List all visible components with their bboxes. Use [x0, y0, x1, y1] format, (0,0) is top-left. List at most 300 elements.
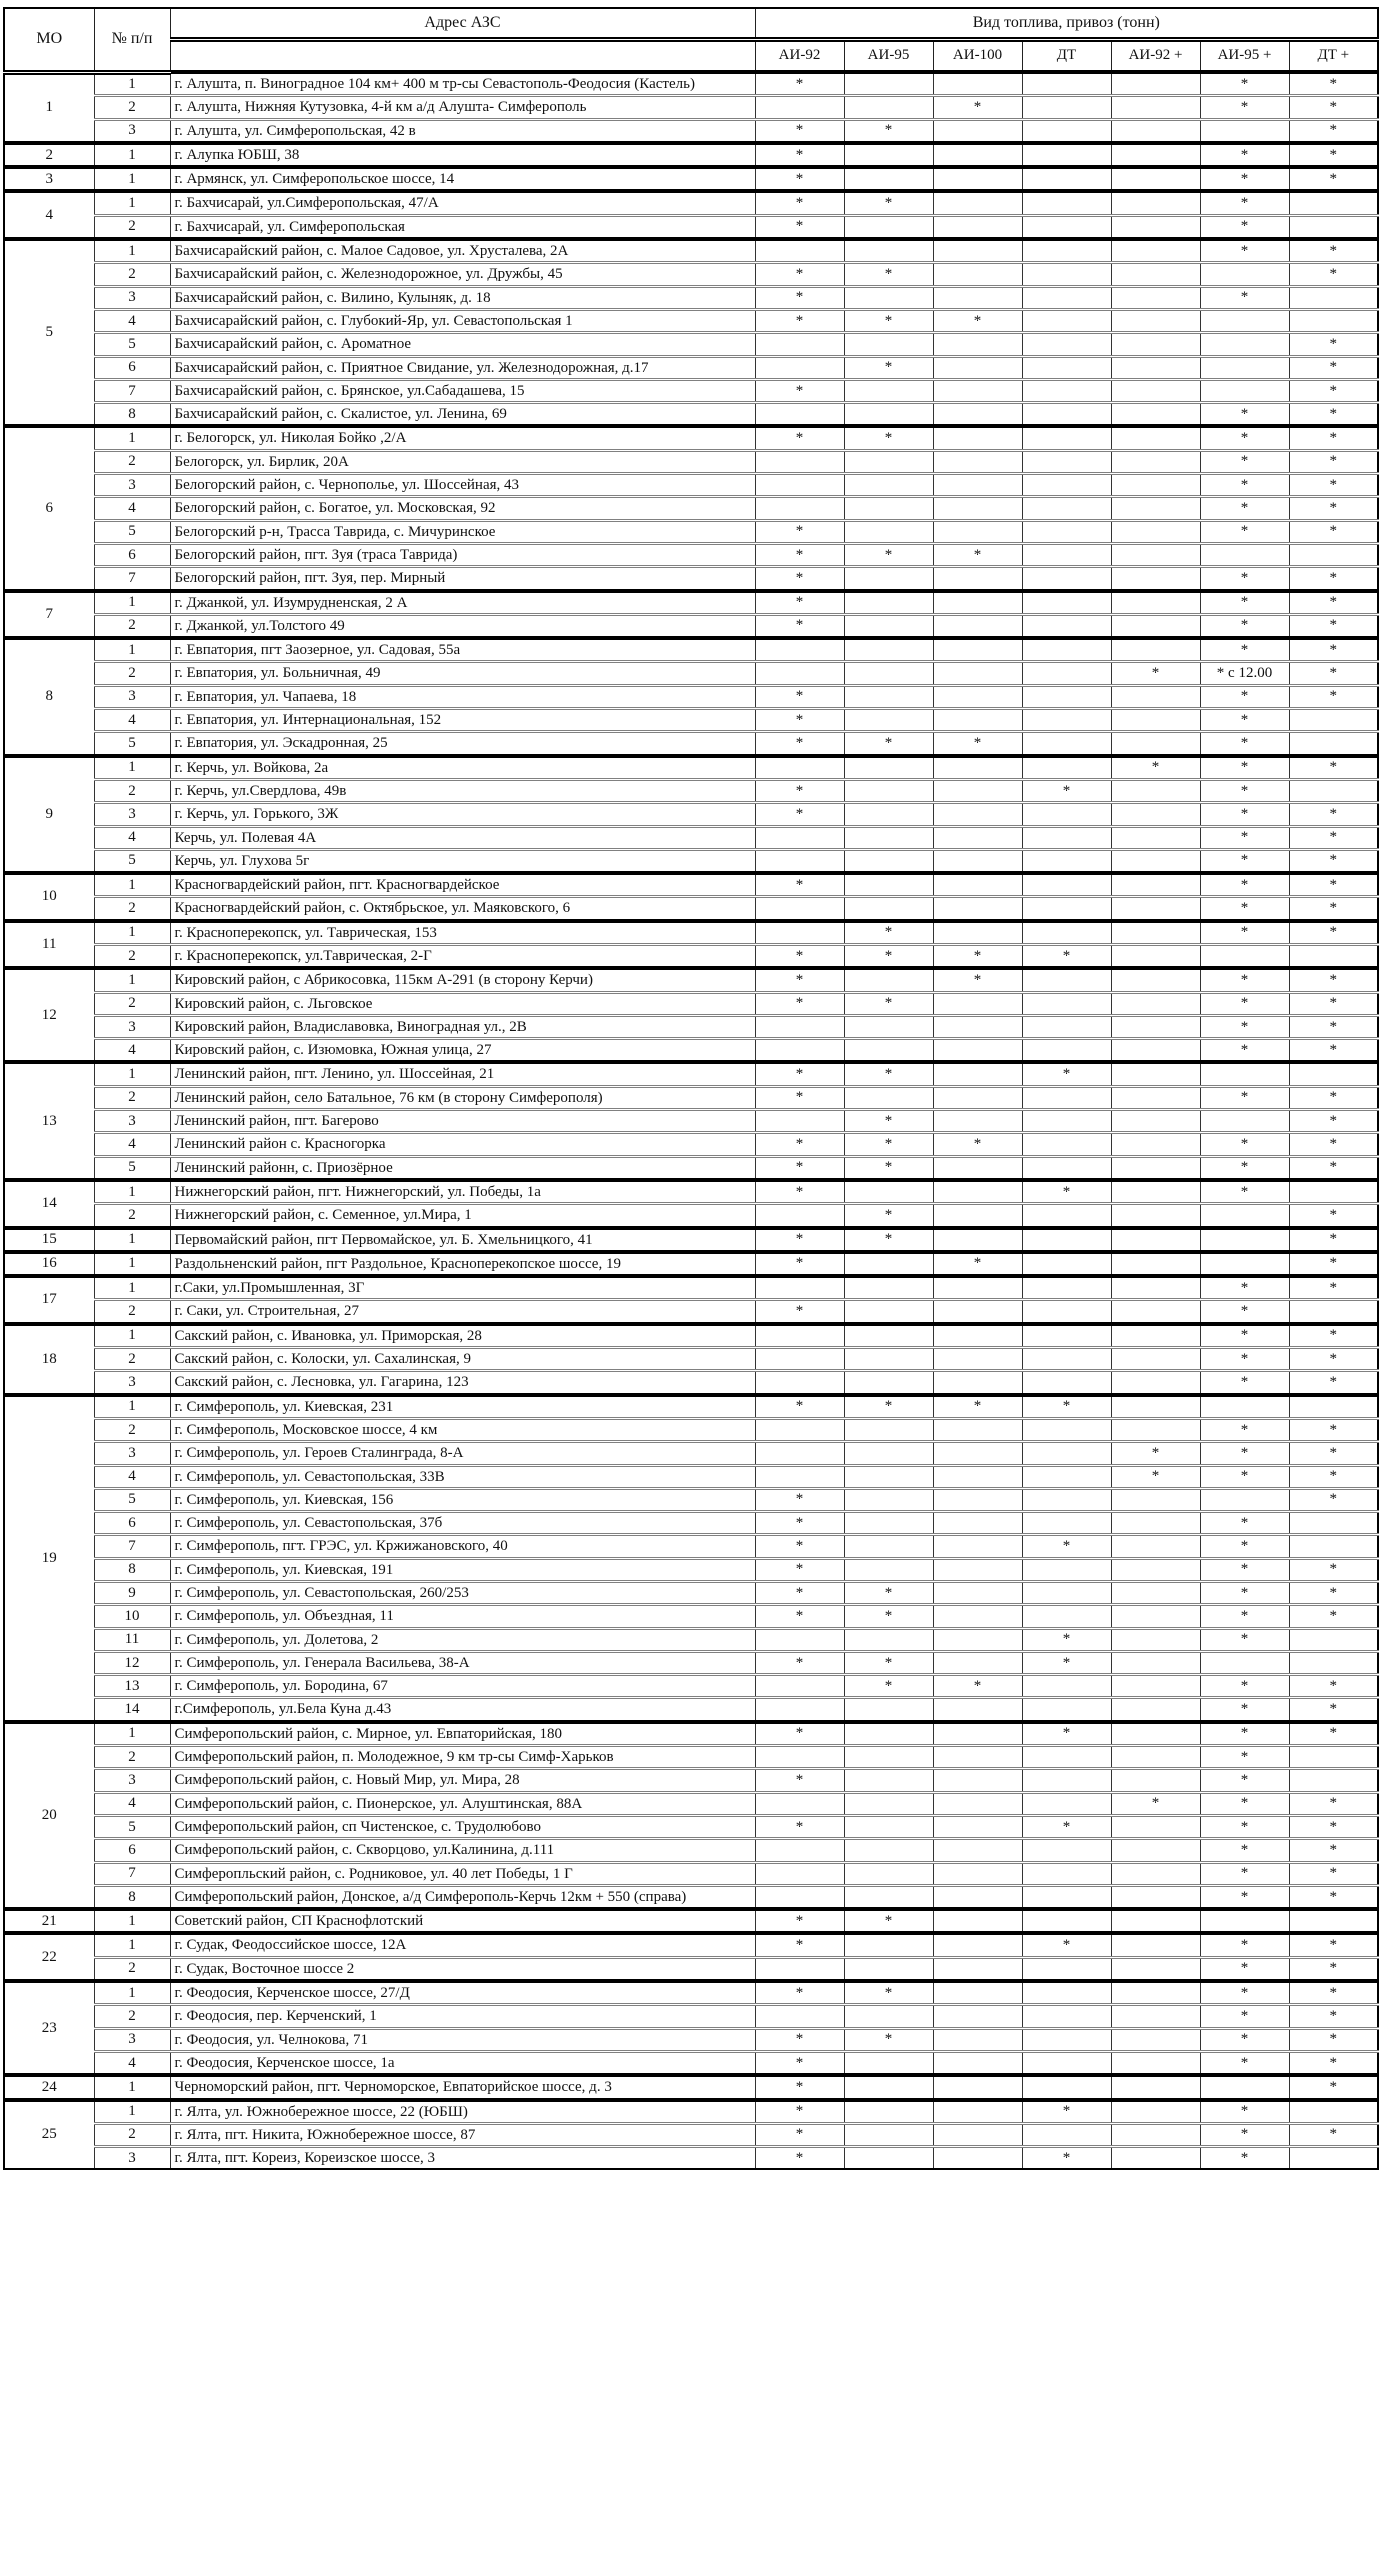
fuel-mark-ai-92: *: [755, 119, 844, 143]
station-row: [4, 2028, 1378, 2051]
fuel-mark-dt-plus: *: [1289, 1722, 1378, 1746]
fuel-mark-dt-plus: *: [1289, 263, 1378, 286]
fuel-mark-ai-95-plus: *: [1200, 1418, 1289, 1441]
station-serial-number: 4: [94, 1465, 170, 1488]
fuel-mark-ai-92: [755, 1465, 844, 1488]
fuel-mark-ai-95-plus: *: [1200, 992, 1289, 1015]
station-serial-number: 4: [94, 497, 170, 520]
fuel-mark-dt-plus: *: [1289, 1276, 1378, 1300]
fuel-mark-ai-95: *: [844, 543, 933, 566]
station-address: Симферопольский район, с. Мирное, ул. Евпаторийская, 180: [170, 1722, 755, 1746]
fuel-mark-ai-92: *: [755, 873, 844, 897]
fuel-mark-ai-92-plus: [1111, 803, 1200, 826]
fuel-mark-ai-100: [933, 1957, 1022, 1981]
station-serial-number: 4: [94, 2051, 170, 2075]
fuel-mark-dt: *: [1022, 2147, 1111, 2170]
station-address: г. Ялта, пгт. Кореиз, Кореизское шоссе, 3: [170, 2147, 755, 2170]
station-address: г. Красноперекопск, ул. Таврическая, 153: [170, 921, 755, 945]
fuel-mark-ai-95-plus: *: [1200, 239, 1289, 263]
fuel-mark-ai-95: [844, 1839, 933, 1862]
station-serial-number: 6: [94, 1512, 170, 1535]
fuel-mark-ai-95-plus: *: [1200, 167, 1289, 191]
station-serial-number: 2: [94, 1418, 170, 1441]
fuel-mark-ai-100: [933, 1909, 1022, 1933]
fuel-mark-ai-92: [755, 1675, 844, 1698]
fuel-mark-dt: [1022, 756, 1111, 780]
station-address: г. Евпатория, ул. Больничная, 49: [170, 662, 755, 685]
fuel-mark-dt: [1022, 992, 1111, 1015]
fuel-mark-ai-92: [755, 826, 844, 849]
fuel-mark-ai-92: [755, 1204, 844, 1228]
station-row: [4, 897, 1378, 921]
fuel-mark-dt: [1022, 662, 1111, 685]
fuel-mark-ai-92-plus: [1111, 309, 1200, 332]
fuel-mark-ai-95-plus: *: [1200, 1605, 1289, 1628]
col-header-dt-plus: ДТ +: [1289, 39, 1378, 72]
station-address: Нижнегорский район, с. Семенное, ул.Мира, 1: [170, 1204, 755, 1228]
station-row: [4, 1933, 1378, 1957]
station-serial-number: 3: [94, 286, 170, 309]
station-address: Сакский район, с. Ивановка, ул. Приморская, 28: [170, 1324, 755, 1348]
station-row: [4, 1981, 1378, 2005]
table-body: [4, 72, 1378, 2169]
fuel-mark-ai-95-plus: [1200, 1395, 1289, 1419]
fuel-mark-ai-95-plus: [1200, 119, 1289, 143]
fuel-mark-ai-92-plus: [1111, 167, 1200, 191]
fuel-mark-ai-95: *: [844, 944, 933, 968]
station-serial-number: 3: [94, 2147, 170, 2170]
fuel-mark-ai-92: *: [755, 2075, 844, 2099]
fuel-mark-ai-100: [933, 1769, 1022, 1792]
fuel-mark-ai-95: [844, 1535, 933, 1558]
station-serial-number: 3: [94, 2028, 170, 2051]
header-row-top: [4, 8, 1378, 39]
station-row: [4, 756, 1378, 780]
station-serial-number: 2: [94, 1746, 170, 1769]
station-serial-number: 1: [94, 1062, 170, 1086]
fuel-mark-ai-100: [933, 2051, 1022, 2075]
station-serial-number: 1: [94, 1933, 170, 1957]
fuel-mark-ai-95: *: [844, 191, 933, 215]
station-address: Ленинский район, пгт. Багерово: [170, 1110, 755, 1133]
fuel-mark-dt-plus: *: [1289, 826, 1378, 849]
station-row: [4, 450, 1378, 473]
station-serial-number: 8: [94, 403, 170, 427]
fuel-mark-ai-92-plus: [1111, 2123, 1200, 2146]
col-header-mo: МО: [4, 8, 94, 72]
fuel-mark-dt: [1022, 709, 1111, 732]
fuel-mark-dt: [1022, 1698, 1111, 1722]
fuel-mark-ai-92: *: [755, 215, 844, 239]
station-serial-number: 1: [94, 143, 170, 167]
fuel-mark-ai-95: [844, 474, 933, 497]
fuel-mark-ai-100: [933, 685, 1022, 708]
station-serial-number: 1: [94, 1324, 170, 1348]
fuel-mark-dt-plus: [1289, 1395, 1378, 1419]
station-serial-number: 3: [94, 1371, 170, 1395]
station-row: [4, 1558, 1378, 1581]
station-address: г. Симферополь, ул. Севастопольская, 260/253: [170, 1582, 755, 1605]
station-serial-number: 11: [94, 1628, 170, 1651]
fuel-mark-ai-100: *: [933, 1395, 1022, 1419]
fuel-mark-ai-95-plus: *: [1200, 1582, 1289, 1605]
station-serial-number: 1: [94, 1276, 170, 1300]
station-row: [4, 1909, 1378, 1933]
fuel-mark-dt: [1022, 1252, 1111, 1276]
fuel-mark-ai-92: [755, 1957, 844, 1981]
fuel-mark-ai-95: [844, 591, 933, 615]
fuel-mark-ai-92: [755, 239, 844, 263]
fuel-mark-ai-95-plus: *: [1200, 1442, 1289, 1465]
col-header-fuel-group: Вид топлива, привоз (тонн): [755, 8, 1378, 39]
fuel-mark-dt: [1022, 873, 1111, 897]
fuel-mark-dt-plus: [1289, 2147, 1378, 2170]
fuel-mark-ai-100: [933, 1418, 1022, 1441]
fuel-mark-ai-92-plus: [1111, 1957, 1200, 1981]
station-row: [4, 191, 1378, 215]
fuel-mark-ai-92-plus: [1111, 1582, 1200, 1605]
fuel-mark-ai-95: [844, 1746, 933, 1769]
station-row: [4, 2051, 1378, 2075]
fuel-mark-dt-plus: *: [1289, 662, 1378, 685]
station-row: [4, 356, 1378, 379]
station-address: Белогорский район, с. Чернополье, ул. Шоссейная, 43: [170, 474, 755, 497]
fuel-mark-ai-92-plus: [1111, 1651, 1200, 1674]
fuel-mark-dt-plus: *: [1289, 119, 1378, 143]
fuel-mark-ai-95-plus: *: [1200, 2005, 1289, 2028]
fuel-mark-ai-100: [933, 474, 1022, 497]
fuel-mark-ai-100: [933, 1442, 1022, 1465]
fuel-mark-ai-92-plus: [1111, 72, 1200, 96]
col-header-num: № п/п: [94, 8, 170, 72]
fuel-mark-ai-92-plus: [1111, 1675, 1200, 1698]
fuel-mark-ai-95: [844, 403, 933, 427]
fuel-mark-ai-95: [844, 638, 933, 662]
fuel-mark-ai-92-plus: [1111, 333, 1200, 356]
fuel-mark-ai-95-plus: *: [1200, 1628, 1289, 1651]
station-address: Красногвардейский район, пгт. Красногвардейское: [170, 873, 755, 897]
fuel-mark-dt: [1022, 567, 1111, 591]
fuel-mark-dt-plus: *: [1289, 1698, 1378, 1722]
fuel-mark-ai-100: [933, 167, 1022, 191]
fuel-mark-ai-100: [933, 1651, 1022, 1674]
fuel-mark-ai-92: *: [755, 709, 844, 732]
station-row: [4, 474, 1378, 497]
fuel-mark-ai-95-plus: [1200, 1204, 1289, 1228]
station-row: [4, 2075, 1378, 2099]
fuel-mark-dt: [1022, 96, 1111, 119]
fuel-mark-ai-95: [844, 2147, 933, 2170]
fuel-mark-ai-92: [755, 1110, 844, 1133]
fuel-mark-ai-92: *: [755, 2100, 844, 2124]
fuel-mark-ai-92: [755, 1839, 844, 1862]
fuel-mark-dt-plus: *: [1289, 1086, 1378, 1109]
fuel-mark-dt: [1022, 2051, 1111, 2075]
fuel-mark-ai-100: [933, 1628, 1022, 1651]
station-serial-number: 1: [94, 1228, 170, 1252]
station-serial-number: 3: [94, 119, 170, 143]
fuel-mark-ai-92: [755, 1862, 844, 1885]
fuel-mark-ai-95-plus: *: [1200, 732, 1289, 756]
fuel-mark-ai-92-plus: [1111, 215, 1200, 239]
fuel-mark-ai-92: *: [755, 426, 844, 450]
fuel-mark-dt: *: [1022, 1395, 1111, 1419]
fuel-mark-ai-95: [844, 1885, 933, 1909]
fuel-mark-ai-95: *: [844, 1981, 933, 2005]
mo-number: 18: [4, 1324, 94, 1395]
fuel-mark-ai-100: [933, 1228, 1022, 1252]
fuel-mark-ai-100: [933, 756, 1022, 780]
fuel-mark-dt-plus: *: [1289, 1675, 1378, 1698]
fuel-mark-dt: [1022, 1488, 1111, 1511]
fuel-mark-ai-92: [755, 1628, 844, 1651]
fuel-mark-ai-95: [844, 1512, 933, 1535]
fuel-mark-ai-100: [933, 215, 1022, 239]
fuel-mark-ai-92-plus: [1111, 1015, 1200, 1038]
mo-number: 8: [4, 638, 94, 755]
fuel-mark-ai-95: *: [844, 426, 933, 450]
station-serial-number: 1: [94, 921, 170, 945]
fuel-mark-ai-95-plus: *: [1200, 403, 1289, 427]
station-address: Белогорский район, пгт. Зуя, пер. Мирный: [170, 567, 755, 591]
fuel-mark-ai-92-plus: [1111, 2147, 1200, 2170]
fuel-mark-ai-95: *: [844, 1582, 933, 1605]
station-address: г. Евпатория, ул. Чапаева, 18: [170, 685, 755, 708]
fuel-mark-ai-92: [755, 1348, 844, 1371]
fuel-mark-ai-92: [755, 662, 844, 685]
fuel-mark-ai-92-plus: *: [1111, 1465, 1200, 1488]
station-row: [4, 1110, 1378, 1133]
fuel-mark-ai-95-plus: *: [1200, 1722, 1289, 1746]
fuel-mark-dt: [1022, 333, 1111, 356]
fuel-mark-ai-95: [844, 968, 933, 992]
fuel-mark-ai-95-plus: *: [1200, 567, 1289, 591]
station-row: [4, 567, 1378, 591]
fuel-mark-ai-92: *: [755, 1252, 844, 1276]
fuel-mark-dt: [1022, 638, 1111, 662]
fuel-mark-ai-95: [844, 1276, 933, 1300]
fuel-mark-dt: [1022, 1442, 1111, 1465]
fuel-mark-dt: [1022, 1086, 1111, 1109]
fuel-mark-ai-95-plus: *: [1200, 803, 1289, 826]
station-address: г. Симферополь, ул. Долетова, 2: [170, 1628, 755, 1651]
fuel-mark-ai-95-plus: *: [1200, 1512, 1289, 1535]
fuel-mark-dt-plus: *: [1289, 1015, 1378, 1038]
station-address: г. Симферополь, пгт. ГРЭС, ул. Кржижановского, 40: [170, 1535, 755, 1558]
fuel-mark-ai-95-plus: *: [1200, 2100, 1289, 2124]
fuel-mark-ai-95: *: [844, 1651, 933, 1674]
fuel-mark-dt: [1022, 1039, 1111, 1063]
fuel-mark-ai-92-plus: [1111, 638, 1200, 662]
station-row: [4, 2100, 1378, 2124]
fuel-mark-dt: [1022, 1769, 1111, 1792]
fuel-mark-dt-plus: *: [1289, 1957, 1378, 1981]
station-serial-number: 1: [94, 1722, 170, 1746]
station-serial-number: 2: [94, 450, 170, 473]
station-row: [4, 497, 1378, 520]
fuel-mark-ai-95: *: [844, 1395, 933, 1419]
fuel-mark-dt-plus: [1289, 709, 1378, 732]
station-address: Керчь, ул. Полевая 4А: [170, 826, 755, 849]
station-row: [4, 426, 1378, 450]
station-row: [4, 1815, 1378, 1838]
station-address: г. Джанкой, ул.Толстого 49: [170, 614, 755, 638]
station-address: г. Саки, ул. Строительная, 27: [170, 1300, 755, 1324]
fuel-mark-dt: [1022, 849, 1111, 873]
station-row: [4, 1628, 1378, 1651]
fuel-mark-ai-95-plus: *: [1200, 1675, 1289, 1698]
station-serial-number: 2: [94, 897, 170, 921]
fuel-mark-ai-95-plus: *: [1200, 2147, 1289, 2170]
fuel-mark-dt: *: [1022, 1933, 1111, 1957]
station-address: Симферопольский район, с. Новый Мир, ул. Мира, 28: [170, 1769, 755, 1792]
fuel-mark-ai-95-plus: *: [1200, 779, 1289, 802]
fuel-mark-ai-92: *: [755, 685, 844, 708]
station-serial-number: 4: [94, 1133, 170, 1156]
fuel-mark-ai-100: *: [933, 1133, 1022, 1156]
fuel-mark-ai-95-plus: *: [1200, 1348, 1289, 1371]
fuel-mark-ai-95: [844, 2005, 933, 2028]
fuel-mark-ai-92: [755, 474, 844, 497]
col-header-ai-92: АИ-92: [755, 39, 844, 72]
fuel-mark-dt-plus: *: [1289, 1558, 1378, 1581]
fuel-mark-ai-95-plus: *: [1200, 709, 1289, 732]
mo-number: 13: [4, 1062, 94, 1179]
station-row: [4, 849, 1378, 873]
fuel-mark-dt: [1022, 543, 1111, 566]
station-serial-number: 5: [94, 732, 170, 756]
fuel-mark-ai-92: *: [755, 1933, 844, 1957]
station-serial-number: 3: [94, 1769, 170, 1792]
fuel-mark-ai-92-plus: [1111, 732, 1200, 756]
station-address: Симферопольский район, сп Чистенское, с. Трудолюбово: [170, 1815, 755, 1838]
fuel-mark-ai-100: [933, 72, 1022, 96]
station-row: [4, 520, 1378, 543]
station-address: Красногвардейский район, с. Октябрьское, ул. Маяковского, 6: [170, 897, 755, 921]
fuel-mark-dt-plus: *: [1289, 426, 1378, 450]
fuel-mark-ai-92: *: [755, 1133, 844, 1156]
fuel-mark-ai-95-plus: *: [1200, 826, 1289, 849]
station-row: [4, 239, 1378, 263]
fuel-mark-ai-95: [844, 72, 933, 96]
fuel-mark-ai-92: *: [755, 992, 844, 1015]
station-row: [4, 96, 1378, 119]
station-serial-number: 2: [94, 1957, 170, 1981]
mo-number: 2: [4, 143, 94, 167]
station-address: Кировский район, с. Изюмовка, Южная улица, 27: [170, 1039, 755, 1063]
fuel-mark-ai-100: [933, 2005, 1022, 2028]
fuel-mark-ai-92: *: [755, 263, 844, 286]
fuel-mark-ai-95: [844, 1371, 933, 1395]
station-row: [4, 1418, 1378, 1441]
fuel-mark-ai-92-plus: [1111, 1933, 1200, 1957]
station-address: г. Бахчисарай, ул.Симферопольская, 47/А: [170, 191, 755, 215]
fuel-mark-ai-95-plus: [1200, 1062, 1289, 1086]
fuel-mark-dt: [1022, 1981, 1111, 2005]
fuel-mark-dt-plus: *: [1289, 567, 1378, 591]
col-header-dt: ДТ: [1022, 39, 1111, 72]
station-serial-number: 1: [94, 1252, 170, 1276]
fuel-mark-ai-95: [844, 1465, 933, 1488]
fuel-mark-ai-95-plus: *: [1200, 450, 1289, 473]
fuel-mark-dt: [1022, 1276, 1111, 1300]
fuel-mark-dt-plus: *: [1289, 1039, 1378, 1063]
fuel-mark-ai-100: [933, 1885, 1022, 1909]
fuel-mark-ai-95: [844, 1300, 933, 1324]
fuel-mark-dt: [1022, 921, 1111, 945]
fuel-mark-dt: [1022, 591, 1111, 615]
fuel-mark-dt-plus: *: [1289, 1605, 1378, 1628]
fuel-mark-dt: *: [1022, 1062, 1111, 1086]
fuel-mark-dt-plus: *: [1289, 992, 1378, 1015]
fuel-mark-ai-100: [933, 2123, 1022, 2146]
fuel-mark-ai-95-plus: [1200, 1909, 1289, 1933]
station-address: г. Симферополь, ул. Героев Сталинграда, 8-А: [170, 1442, 755, 1465]
fuel-mark-ai-95-plus: *: [1200, 1133, 1289, 1156]
mo-number: 15: [4, 1228, 94, 1252]
station-address: Симферопольский район, Донское, а/д Симферополь-Керчь 12км + 550 (справа): [170, 1885, 755, 1909]
fuel-mark-ai-95: [844, 379, 933, 402]
fuel-mark-dt: [1022, 1300, 1111, 1324]
fuel-mark-ai-92: *: [755, 944, 844, 968]
fuel-mark-ai-92-plus: [1111, 1133, 1200, 1156]
station-address: Керчь, ул. Глухова 5г: [170, 849, 755, 873]
mo-number: 21: [4, 1909, 94, 1933]
mo-number: 11: [4, 921, 94, 969]
fuel-mark-ai-92: *: [755, 1605, 844, 1628]
fuel-mark-dt: [1022, 1418, 1111, 1441]
fuel-mark-ai-95-plus: [1200, 1252, 1289, 1276]
fuel-mark-ai-92-plus: [1111, 1698, 1200, 1722]
fuel-mark-ai-95: [844, 1324, 933, 1348]
fuel-mark-ai-100: [933, 591, 1022, 615]
station-serial-number: 1: [94, 1909, 170, 1933]
fuel-mark-dt: [1022, 1204, 1111, 1228]
fuel-mark-dt: [1022, 1156, 1111, 1180]
station-address: Белогорский р-н, Трасса Таврида, с. Мичуринское: [170, 520, 755, 543]
fuel-mark-dt-plus: *: [1289, 897, 1378, 921]
fuel-mark-ai-95-plus: *: [1200, 1371, 1289, 1395]
fuel-mark-dt-plus: [1289, 1628, 1378, 1651]
fuel-mark-ai-92: [755, 921, 844, 945]
station-address: г. Судак, Восточное шоссе 2: [170, 1957, 755, 1981]
fuel-mark-ai-100: [933, 143, 1022, 167]
fuel-mark-ai-100: [933, 1746, 1022, 1769]
fuel-mark-ai-95-plus: *: [1200, 756, 1289, 780]
fuel-mark-ai-95-plus: *: [1200, 520, 1289, 543]
mo-number: 12: [4, 968, 94, 1062]
station-serial-number: 10: [94, 1605, 170, 1628]
fuel-mark-ai-92: [755, 1698, 844, 1722]
fuel-mark-ai-92: *: [755, 2051, 844, 2075]
station-serial-number: 8: [94, 1558, 170, 1581]
fuel-mark-ai-95: [844, 662, 933, 685]
fuel-mark-dt: [1022, 426, 1111, 450]
fuel-mark-ai-100: [933, 403, 1022, 427]
station-address: Черноморский район, пгт. Черноморское, Евпаторийское шоссе, д. 3: [170, 2075, 755, 2099]
fuel-mark-ai-92-plus: [1111, 897, 1200, 921]
fuel-mark-ai-95: [844, 1252, 933, 1276]
fuel-mark-ai-92: *: [755, 1062, 844, 1086]
fuel-mark-dt: [1022, 263, 1111, 286]
station-address: Кировский район, Владиславовка, Виноградная ул., 2В: [170, 1015, 755, 1038]
fuel-mark-ai-92-plus: [1111, 1628, 1200, 1651]
fuel-mark-dt-plus: *: [1289, 1933, 1378, 1957]
station-address: г. Алушта, п. Виноградное 104 км+ 400 м тр-сы Севастополь-Феодосия (Кастель): [170, 72, 755, 96]
station-address: г. Евпатория, пгт Заозерное, ул. Садовая, 55а: [170, 638, 755, 662]
fuel-mark-ai-92: *: [755, 803, 844, 826]
fuel-mark-ai-92: *: [755, 1228, 844, 1252]
